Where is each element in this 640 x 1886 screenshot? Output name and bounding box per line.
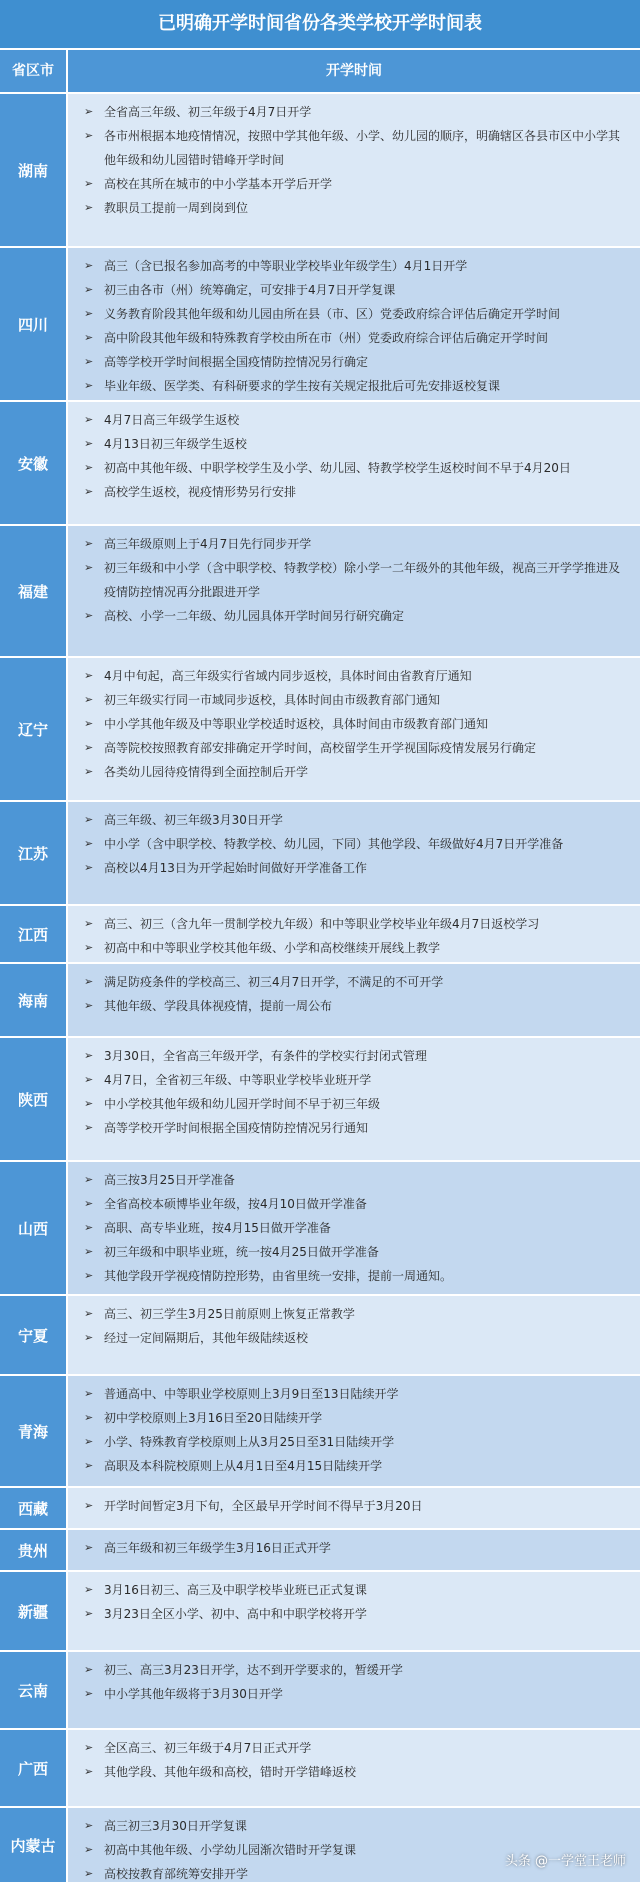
province-cell: 贵州 — [0, 1530, 68, 1570]
schedule-item: ➢ 3月23日全区小学、初中、高中和中职学校将开学 — [76, 1602, 628, 1626]
table-row — [0, 906, 640, 964]
schedule-cell — [68, 964, 640, 1036]
schedule-item: ➢ 初中学校原则上3月16日至20日陆续开学 — [76, 1406, 628, 1430]
schedule-item: ➢ 高等院校按照教育部安排确定开学时间，高校留学生开学视国际疫情发展另行确定 — [76, 736, 628, 760]
schedule-cell — [68, 1488, 640, 1528]
schedule-cell — [68, 1162, 640, 1294]
province-cell: 江苏 — [0, 802, 68, 904]
table-row — [0, 1530, 640, 1572]
province-cell: 辽宁 — [0, 658, 68, 800]
schedule-item: ➢ 初三年级实行同一市域同步返校，具体时间由市级教育部门通知 — [76, 688, 628, 712]
schedule-cell — [68, 906, 640, 962]
schedule-item: ➢ 其他学段、其他年级和高校，错时开学错峰返校 — [76, 1760, 628, 1784]
schedule-item: ➢ 初高中其他年级、小学幼儿园渐次错时开学复课 — [76, 1838, 628, 1862]
schedule-item: ➢ 高校在其所在城市的中小学基本开学后开学 — [76, 172, 628, 196]
province-cell: 陕西 — [0, 1038, 68, 1160]
schedule-item: ➢ 义务教育阶段其他年级和幼儿园由所在县（市、区）党委政府综合评估后确定开学时间 — [76, 302, 628, 326]
schedule-item: ➢ 3月16日初三、高三及中职学校毕业班已正式复课 — [76, 1578, 628, 1602]
province-cell: 山西 — [0, 1162, 68, 1294]
schedule-item: ➢ 毕业年级、医学类、有科研要求的学生按有关规定报批后可先安排返校复课 — [76, 374, 628, 398]
schedule-item: ➢ 高三按3月25日开学准备 — [76, 1168, 628, 1192]
schedule-item: ➢ 教职员工提前一周到岗到位 — [76, 196, 628, 220]
schedule-item: ➢ 高三年级和初三年级学生3月16日正式开学 — [76, 1536, 628, 1560]
header-region: 省区市 — [0, 50, 68, 92]
province-cell: 湖南 — [0, 94, 68, 246]
schedule-item: ➢ 初高中其他年级、中职学校学生及小学、幼儿园、特教学校学生返校时间不早于4月20日 — [76, 456, 628, 480]
schedule-item: ➢ 高校按教育部统筹安排开学 — [76, 1862, 628, 1886]
schedule-item: ➢ 高三（含已报名参加高考的中等职业学校毕业年级学生）4月1日开学 — [76, 254, 628, 278]
schedule-cell — [68, 802, 640, 904]
schedule-item: ➢ 4月13日初三年级学生返校 — [76, 432, 628, 456]
schedule-cell — [68, 1376, 640, 1486]
schedule-item: ➢ 初高中和中等职业学校其他年级、小学和高校继续开展线上教学 — [76, 936, 628, 960]
schedule-cell — [68, 1652, 640, 1728]
table-row — [0, 1652, 640, 1730]
schedule-cell — [68, 1530, 640, 1570]
schedule-cell — [68, 1730, 640, 1806]
table-title: 已明确开学时间省份各类学校开学时间表 — [0, 0, 640, 50]
schedule-item: ➢ 开学时间暂定3月下旬，全区最早开学时间不得早于3月20日 — [76, 1494, 628, 1518]
table-row — [0, 402, 640, 526]
table-row — [0, 1808, 640, 1884]
province-cell: 安徽 — [0, 402, 68, 524]
province-cell: 福建 — [0, 526, 68, 656]
schedule-cell — [68, 1808, 640, 1882]
schedule-cell — [68, 402, 640, 524]
table-body — [0, 94, 640, 1884]
schedule-item: ➢ 高三年级、初三年级3月30日开学 — [76, 808, 628, 832]
table-row — [0, 964, 640, 1038]
schedule-item: ➢ 全区高三、初三年级于4月7日正式开学 — [76, 1736, 628, 1760]
schedule-item: ➢ 高等学校开学时间根据全国疫情防控情况另行确定 — [76, 350, 628, 374]
schedule-item: ➢ 初三由各市（州）统筹确定，可安排于4月7日开学复课 — [76, 278, 628, 302]
schedule-item: ➢ 普通高中、中等职业学校原则上3月9日至13日陆续开学 — [76, 1382, 628, 1406]
table-row — [0, 1162, 640, 1296]
province-cell: 西藏 — [0, 1488, 68, 1528]
schedule-cell — [68, 1296, 640, 1374]
schedule-item: ➢ 中小学（含中职学校、特教学校、幼儿园，下同）其他学段、年级做好4月7日开学准备 — [76, 832, 628, 856]
watermark: 头条 @一学堂王老师 — [504, 1854, 626, 1869]
province-cell: 江西 — [0, 906, 68, 962]
table-row — [0, 658, 640, 802]
schedule-item: ➢ 满足防疫条件的学校高三、初三4月7日开学，不满足的不可开学 — [76, 970, 628, 994]
schedule-item: ➢ 初三年级和中小学（含中职学校、特教学校）除小学一二年级外的其他年级，视高三开学学推进及疫情防控情况再分批跟进开学 — [76, 556, 628, 604]
schedule-item: ➢ 其他学段开学视疫情防控形势，由省里统一安排，提前一周通知。 — [76, 1264, 628, 1288]
table-row — [0, 94, 640, 248]
table-row — [0, 1296, 640, 1376]
schedule-item: ➢ 高校以4月13日为开学起始时间做好开学准备工作 — [76, 856, 628, 880]
schedule-item: ➢ 各市州根据本地疫情情况，按照中学其他年级、小学、幼儿园的顺序，明确辖区各县市区中小学其他年级和幼儿园错时错峰开学时间 — [76, 124, 628, 172]
schedule-item: ➢ 4月7日高三年级学生返校 — [76, 408, 628, 432]
table-row — [0, 1730, 640, 1808]
schedule-item: ➢ 高职、高专毕业班，按4月15日做开学准备 — [76, 1216, 628, 1240]
schedule-item: ➢ 初三、高三3月23日开学，达不到开学要求的，暂缓开学 — [76, 1658, 628, 1682]
schedule-item: ➢ 经过一定间隔期后，其他年级陆续返校 — [76, 1326, 628, 1350]
schedule-item: ➢ 高三、初三（含九年一贯制学校九年级）和中等职业学校毕业年级4月7日返校学习 — [76, 912, 628, 936]
schedule-item: ➢ 高三初三3月30日开学复课 — [76, 1814, 628, 1838]
province-cell: 云南 — [0, 1652, 68, 1728]
table-row — [0, 1572, 640, 1652]
schedule-cell — [68, 1572, 640, 1650]
schedule-cell — [68, 1038, 640, 1160]
schedule-item: ➢ 4月中旬起，高三年级实行省域内同步返校，具体时间由省教育厅通知 — [76, 664, 628, 688]
province-cell: 海南 — [0, 964, 68, 1036]
table-header — [0, 50, 640, 94]
schedule-cell — [68, 248, 640, 400]
schedule-item: ➢ 高等学校开学时间根据全国疫情防控情况另行通知 — [76, 1116, 628, 1140]
schedule-cell — [68, 94, 640, 246]
province-cell: 新疆 — [0, 1572, 68, 1650]
table-row — [0, 1376, 640, 1488]
schedule-item: ➢ 3月30日，全省高三年级开学，有条件的学校实行封闭式管理 — [76, 1044, 628, 1068]
schedule-cell — [68, 526, 640, 656]
schedule-item: ➢ 中小学校其他年级和幼儿园开学时间不早于初三年级 — [76, 1092, 628, 1116]
schedule-cell — [68, 658, 640, 800]
schedule-item: ➢ 高校、小学一二年级、幼儿园具体开学时间另行研究确定 — [76, 604, 628, 628]
table-row — [0, 526, 640, 658]
table-row — [0, 802, 640, 906]
schedule-item: ➢ 高三、初三学生3月25日前原则上恢复正常教学 — [76, 1302, 628, 1326]
table-row — [0, 1488, 640, 1530]
schedule-item: ➢ 高职及本科院校原则上从4月1日至4月15日陆续开学 — [76, 1454, 628, 1478]
table-row — [0, 248, 640, 402]
schedule-item: ➢ 中小学其他年级及中等职业学校适时返校，具体时间由市级教育部门通知 — [76, 712, 628, 736]
schedule-item: ➢ 4月7日，全省初三年级、中等职业学校毕业班开学 — [76, 1068, 628, 1092]
header-time: 开学时间 — [326, 63, 382, 79]
schedule-item: ➢ 全省高校本硕博毕业年级，按4月10日做开学准备 — [76, 1192, 628, 1216]
schedule-item: ➢ 其他年级、学段具体视疫情，提前一周公布 — [76, 994, 628, 1018]
schedule-item: ➢ 中小学其他年级将于3月30日开学 — [76, 1682, 628, 1706]
table-row — [0, 1038, 640, 1162]
province-cell: 青海 — [0, 1376, 68, 1486]
schedule-item: ➢ 全省高三年级、初三年级于4月7日开学 — [76, 100, 628, 124]
schedule-item: ➢ 小学、特殊教育学校原则上从3月25日至31日陆续开学 — [76, 1430, 628, 1454]
schedule-item: ➢ 高校学生返校，视疫情形势另行安排 — [76, 480, 628, 504]
schedule-item: ➢ 高中阶段其他年级和特殊教育学校由所在市（州）党委政府综合评估后确定开学时间 — [76, 326, 628, 350]
schedule-item: ➢ 初三年级和中职毕业班，统一按4月25日做开学准备 — [76, 1240, 628, 1264]
schedule-item: ➢ 高三年级原则上于4月7日先行同步开学 — [76, 532, 628, 556]
schedule-item: ➢ 各类幼儿园待疫情得到全面控制后开学 — [76, 760, 628, 784]
province-cell: 宁夏 — [0, 1296, 68, 1374]
province-cell: 四川 — [0, 248, 68, 400]
province-cell: 广西 — [0, 1730, 68, 1806]
province-cell: 内蒙古 — [0, 1808, 68, 1882]
